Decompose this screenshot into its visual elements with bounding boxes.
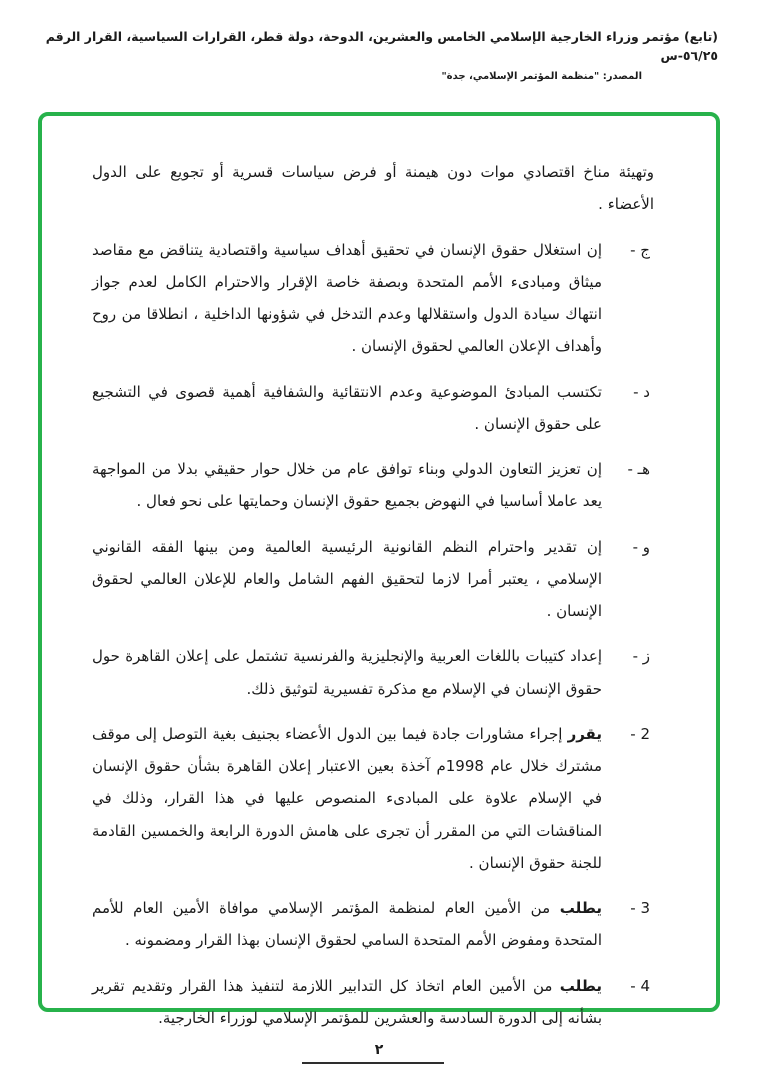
item-text: تكتسب المبادئ الموضوعية وعدم الانتقائية والشفافية أهمية قصوى في التشجيع على حقوق الإنسان . <box>92 382 602 433</box>
numbered-item-4 <box>92 970 654 1035</box>
item-text: إن استغلال حقوق الإنسان في تحقيق أهداف سياسية واقتصادية يتناقض مع مقاصد ميثاق ومبادىء الأمم المتحدة وبصفة خاصة الإقرار والاحترام الكامل لعدم جواز انتهاك سيادة الدول واستقلالها وعدم التدخل في شؤونها الداخلية ، انطلاقا من روح وأهداف الإعلان العالمي لحقوق الإنسان . <box>92 240 602 356</box>
item-body-text: من الأمين العام لمنظمة المؤتمر الإسلامي موافاة الأمين العام للأمم المتحدة ومفوض الأمم المتحدة السامي لحقوق الإنسان بهذا القرار ومضمونه . <box>92 899 602 950</box>
list-item-jeem <box>92 234 654 363</box>
page-number: ٢ <box>374 1042 384 1058</box>
list-item-zay <box>92 640 654 705</box>
item-lead-word: يقرر <box>567 724 602 743</box>
header-source-label: المصدر: <box>602 70 642 82</box>
item-marker: 2 - <box>630 724 650 743</box>
item-lead-word: يطلب <box>559 976 602 995</box>
intro-paragraph: وتهيئة مناخ اقتصادي موات دون هيمنة أو فرض سياسات قسرية أو تجويع على الدول الأعضاء . <box>92 163 654 214</box>
header-source <box>40 71 718 82</box>
item-marker: 3 - <box>630 899 650 917</box>
item-marker: د - <box>633 382 650 401</box>
item-text: إن تعزيز التعاون الدولي وبناء توافق عام من خلال حوار حقيقي بدلا من المواجهة يعد عاملا أساسيا في النهوض بجميع حقوق الإنسان وحمايتها على نحو فعال . <box>92 460 602 511</box>
item-marker: هـ - <box>627 460 650 478</box>
list-item-dal <box>92 376 654 441</box>
item-text <box>92 970 602 1035</box>
item-text: إن تقدير واحترام النظم القانونية الرئيسية العالمية ومن بينها الفقه القانوني الإسلامي ، يعتبر أمرا لازما لتحقيق الفهم الشامل والعام للإعلان العالمي لحقوق الإنسان . <box>92 537 602 620</box>
item-body-text: إجراء مشاورات جادة فيما بين الدول الأعضاء بجنيف بغية التوصل إلى موقف مشترك خلال عام 1998م آخذة بعين الاعتبار إعلان القاهرة بشأن حقوق الإنسان في الإسلام علاوة على المبادىء المنصوص عليها في هذا القرار، وذلك في المناقشات التي من المقرر أن تجرى على هامش الدورة الرابعة والخمسين القادمة للجنة حقوق الإنسان . <box>92 724 602 872</box>
content-frame <box>38 112 720 1027</box>
item-marker: و - <box>632 537 650 556</box>
item-marker: 4 - <box>630 976 650 995</box>
list-item-waw <box>92 531 654 628</box>
item-marker: ز - <box>632 647 650 666</box>
item-text: إعداد كتيبات باللغات العربية والإنجليزية والفرنسية تشتمل على إعلان القاهرة حول حقوق الإنسان في الإسلام مع مذكرة تفسيرية لتوثيق ذلك. <box>92 647 602 698</box>
item-text <box>92 892 602 957</box>
separator-line <box>302 1062 444 1064</box>
document-header <box>40 28 718 82</box>
list-item-ha <box>92 453 654 518</box>
item-marker: ج - <box>630 240 650 259</box>
item-lead-word: يطلب <box>559 899 602 917</box>
header-title: (تابع) مؤتمر وزراء الخارجية الإسلامي الخامس والعشرين، الدوحة، دولة قطر، القرارات السياسية، القرار الرقم ٥٦/٢٥-س <box>45 29 718 63</box>
header-source-value: "منظمة المؤتمر الإسلامي، جدة" <box>441 70 600 82</box>
numbered-item-2 <box>92 718 654 879</box>
item-text <box>92 718 602 879</box>
numbered-item-3 <box>92 892 654 957</box>
item-body-text: من الأمين العام اتخاذ كل التدابير اللازمة لتنفيذ هذا القرار وتقديم تقرير بشأنه إلى الدورة السادسة والعشرين للمؤتمر الإسلامي لوزراء الخارجية. <box>92 976 602 1027</box>
